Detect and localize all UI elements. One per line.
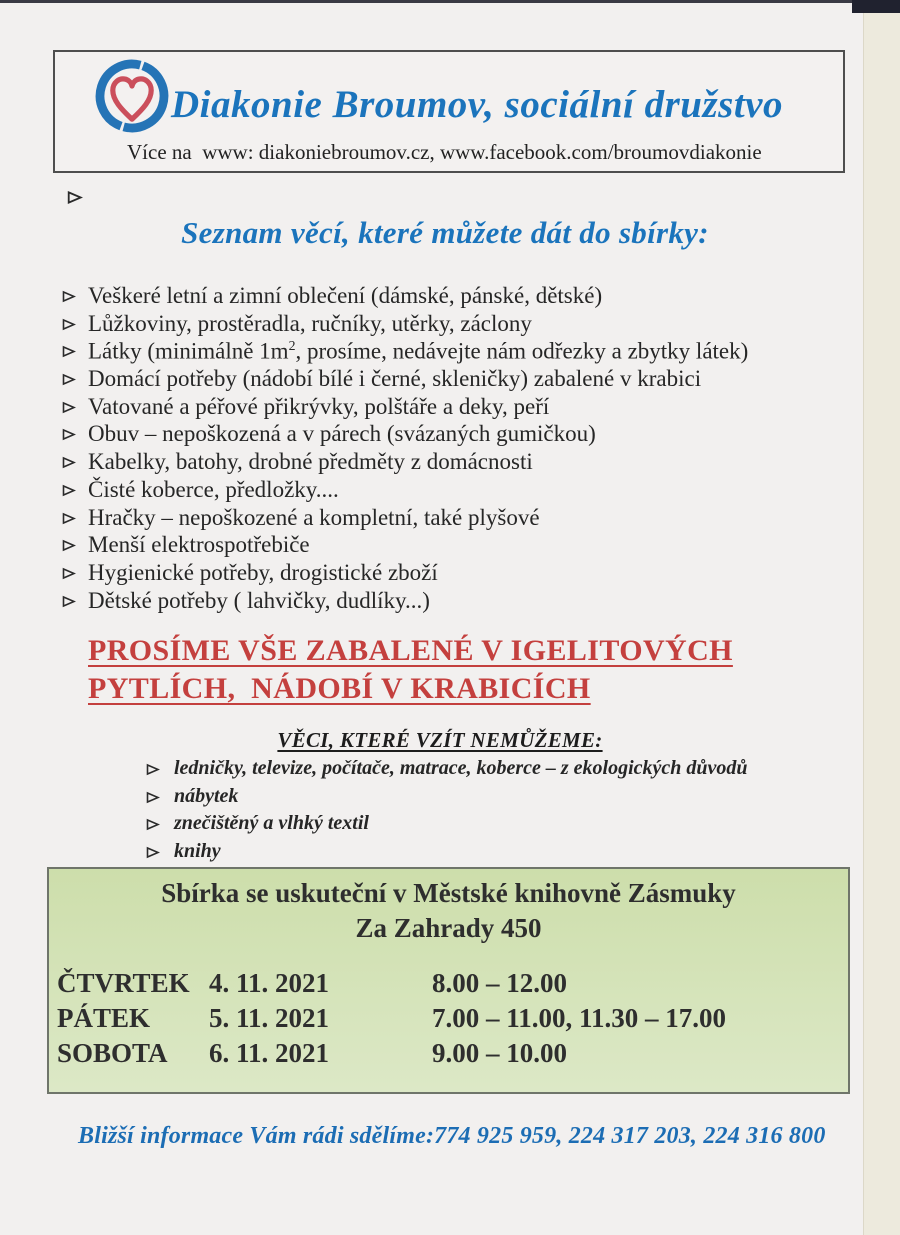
scan-edge-right [863,0,900,1235]
arrow-bullet-icon [62,401,76,414]
schedule-date: 4. 11. 2021 [209,968,330,998]
schedule-table [57,968,837,1073]
more-info-text: Více na www: diakoniebroumov.cz, www.facebook.com/broumovdiakonie [127,140,762,164]
list-item [62,394,862,422]
list-item-text: ledničky, televize, počítače, matrace, koberce – z ekologických důvodů [174,757,748,779]
schedule-row [57,1038,837,1073]
list-item-text: Obuv – nepoškozená a v párech (svázaných gumičkou) [88,421,596,447]
schedule-day: SOBOTA [57,1038,168,1068]
list-item [146,785,866,813]
arrow-bullet-icon [146,791,160,804]
list-item [62,366,862,394]
list-item-text: Dětské potřeby ( lahvičky, dudlíky...) [88,587,430,613]
excluded-items-list [146,757,866,867]
diakonie-heart-swirl-logo-icon [90,56,174,136]
list-item-text: nábytek [174,784,239,807]
warning-line-1: PROSÍME VŠE ZABALENÉ V IGELITOVÝCH [88,634,733,667]
arrow-bullet-icon [62,539,76,552]
event-location-line1: Sbírka se uskuteční v Městské knihovně Zásmuky [161,878,736,908]
schedule-time: 9.00 – 10.00 [432,1038,567,1068]
list-item [146,757,866,785]
list-item-text: Látky (minimálně $1m^2$, prosíme, nedávejte nám odřezky a zbytky látek) [88,338,749,365]
arrow-bullet-icon [146,846,160,859]
schedule-day: ČTVRTEK [57,968,190,998]
list-item [62,532,862,560]
scan-corner-dark [852,0,900,13]
arrow-bullet-icon [62,567,76,580]
schedule-day: PÁTEK [57,1003,151,1033]
list-item [62,588,862,616]
excluded-title: VĚCI, KTERÉ VZÍT NEMŮŽEME: [277,728,603,752]
arrow-bullet-icon [62,345,76,358]
arrow-bullet-icon [62,456,76,469]
contact-info: Bližší informace Vám rádi sdělíme:774 925 959, 224 317 203, 224 316 800 [78,1123,826,1149]
warning-line-2: PYTLÍCH, NÁDOBÍ V KRABICÍCH [88,671,591,705]
list-item-text: knihy [174,839,221,862]
schedule-date: 5. 11. 2021 [209,1003,330,1033]
list-item-text: Hygienické potřeby, drogistické zboží [88,559,438,585]
list-item-text: Lůžkoviny, prostěradla, ručníky, utěrky, záclony [88,310,532,336]
list-item [62,560,862,588]
arrow-bullet-icon [146,763,160,776]
arrow-bullet-icon [62,290,76,303]
list-item-text: Domácí potřeby (nádobí bílé i černé, skleničky) zabalené v krabici [88,366,702,392]
list-item-text: Kabelky, batohy, drobné předměty z domácnosti [88,449,533,475]
list-item-text: znečištěný a vlhký textil [174,812,369,835]
event-location-line2: Za Zahrady 450 [355,913,542,943]
list-item [62,449,862,477]
arrow-bullet-icon [62,428,76,441]
header-box [53,50,845,173]
schedule-time: 7.00 – 11.00, 11.30 – 17.00 [432,1003,727,1033]
list-item [62,283,862,311]
list-item-text: Veškeré letní a zimní oblečení (dámské, pánské, dětské) [88,283,603,308]
accepted-items-list [62,283,862,615]
arrow-bullet-icon [62,512,76,525]
event-box [47,867,850,1094]
list-title: Seznam věcí, které můžete dát do sbírky: [181,215,709,250]
schedule-row [57,1003,837,1038]
scan-edge-top [0,0,900,3]
schedule-date: 6. 11. 2021 [209,1038,330,1068]
arrow-bullet-icon [62,595,76,608]
heart-icon [113,79,151,119]
arrow-bullet-icon [62,318,76,331]
warning-heading [88,632,733,707]
list-item [62,311,862,339]
list-item [62,477,862,505]
list-item [146,812,866,840]
list-item [146,840,866,868]
schedule-time: 8.00 – 12.00 [432,968,567,998]
org-name: Diakonie Broumov, sociální družstvo [171,83,783,126]
list-item [62,421,862,449]
schedule-row [57,968,837,1003]
arrow-bullet-icon [62,373,76,386]
list-item [62,338,862,366]
arrow-bullet-icon [146,818,160,831]
list-item [62,505,862,533]
list-item-text: Menší elektrospotřebiče [88,532,310,558]
list-item-text: Čisté koberce, předložky.... [88,476,339,502]
arrow-bullet-icon [62,484,76,497]
list-item-text: Vatované a péřové přikrývky, polštáře a deky, peří [88,393,550,419]
list-item-text: Hračky – nepoškozené a kompletní, také plyšové [88,504,540,530]
